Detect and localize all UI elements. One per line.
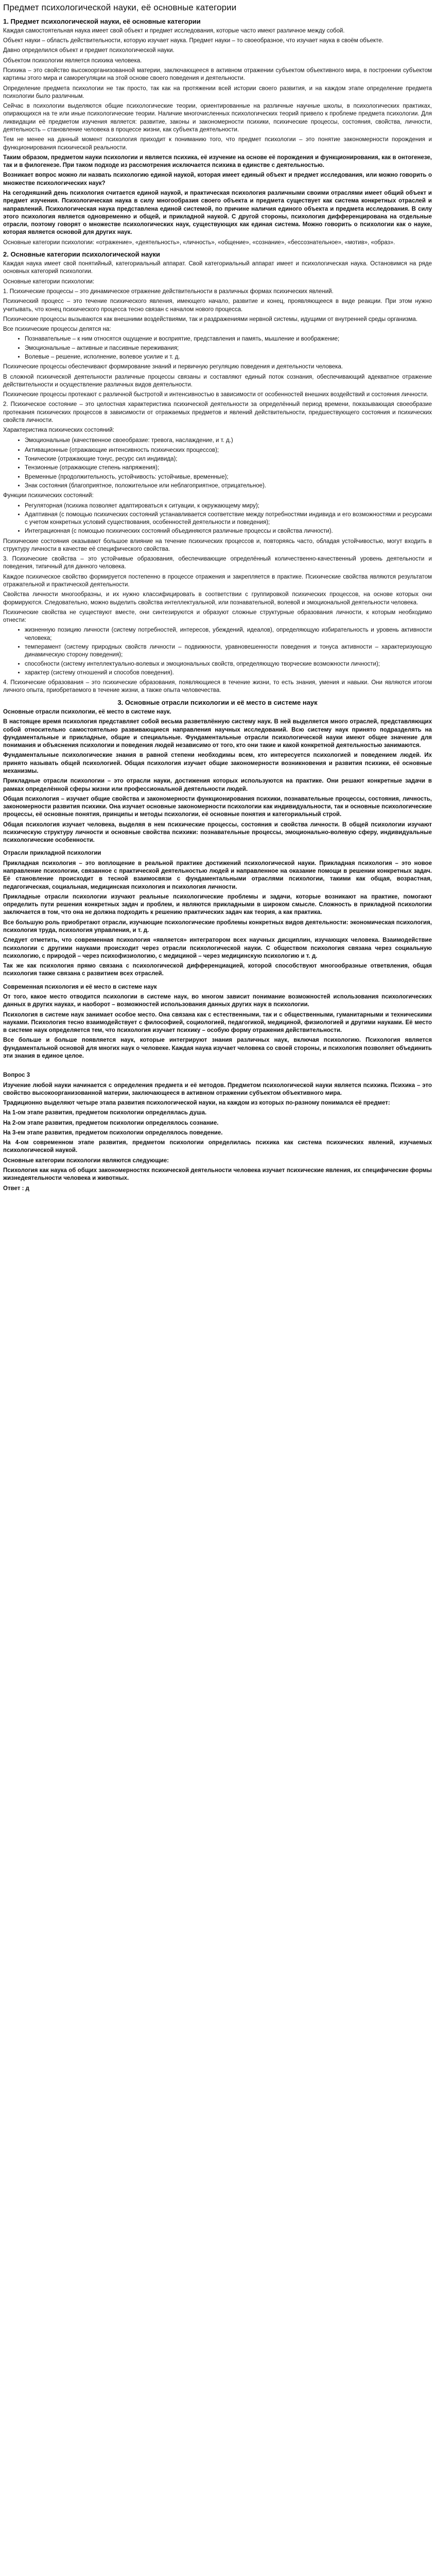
paragraph: 1. Психические процессы – это динамическое отражение действительности в различных формах психических явлений. bbox=[3, 289, 334, 295]
section-heading: 2. Основные категории психологической науки bbox=[3, 250, 160, 258]
paragraph: В сложной психической деятельности различные процессы связаны и составляют единый поток сознания, обеспечивающий адекватное отражение действительности и осуществление различных видов деятельности. bbox=[3, 374, 432, 388]
paragraph: 4. Психические образования – это психические образования, появляющиеся в течение жизни, то есть знания, умения и навыки. Они являются итогом личного опыта, приобретаемого в течение жизни, а также опыта человечества. bbox=[3, 680, 432, 694]
paragraph: Функции психических состояний: bbox=[3, 493, 94, 499]
paragraph: Основные отрасли психологии, её место в системе наук. bbox=[3, 708, 171, 715]
paragraph: Психический процесс – это течение психического явления, имеющего начало, развитие и конец, проявляющееся в виде реакции. При этом нужно учитывать, что конец психического процесса тесно связан с началом нового процесса. bbox=[3, 298, 432, 313]
list-item: • Активационные (отражающие интенсивность психических процессов); bbox=[25, 447, 432, 454]
paragraph: На 1-ом этапе развития, предметом психологии определялась душа. bbox=[3, 1110, 207, 1116]
document-page bbox=[0, 0, 436, 1193]
paragraph: Давно определился объект и предмет психологической науки. bbox=[3, 47, 175, 54]
list-item: • Адаптивная (с помощью психических состояний устанавливается соответствие между потребностями индивида и его возможностями и ресурсами с учетом конкретных условий существования, особенностей деятельности и поведения); bbox=[25, 511, 432, 527]
document-body bbox=[3, 17, 432, 1193]
paragraph: Прикладные отрасли психологии изучают реальные психологические проблемы и задачи, которые возникают на практике, помогают определить пути решения конкретных задач и проблем, и являются прикладными в широком смысле. Сложность в прикладной психологии заключается в том, что она не должна подходить к решению практических задач как теория, а как практика. bbox=[3, 893, 432, 916]
paragraph: Традиционно выделяют четыре этапа развития психологической науки, на каждом из которых по-разному понимался её предмет: bbox=[3, 1100, 390, 1107]
paragraph: 3. Психические свойства – это устойчивые образования, обеспечивающие определённый количественно-качественный уровень деятельности и поведения, типичный для данного человека. bbox=[3, 556, 432, 570]
paragraph: Все психические процессы делятся на: bbox=[3, 326, 111, 333]
paragraph: Таким образом, предметом науки психологии и является психика, её изучение на основе её порождения и функционирования, как в онтогенезе, так и в филогенезе. При таком подходе из рассмотрения исключается психика в единстве с деятельностью. bbox=[3, 154, 432, 169]
section-heading: 1. Предмет психологической науки, её основные категории bbox=[3, 17, 201, 25]
list-item: • жизненную позицию личности (систему потребностей, интересов, убеждений, идеалов), определяющую избирательность и уровень активности человека; bbox=[25, 626, 432, 642]
paragraph: Определение предмета психологии не так просто, так как на протяжении всей истории своего развития, и на каждом этапе определение предмета психологии было различным. bbox=[3, 85, 432, 99]
list-item: • темперамент (систему природных свойств личности – подвижности, уравновешенности поведения и тонуса активности – характеризующую динамическую сторону поведения); bbox=[25, 643, 432, 659]
paragraph: Прикладные отрасли психологии – это отрасли науки, достижения которых используются на практике. Они решают конкретные задачи в рамках определённой сферы жизни или профессиональной деятельности людей. bbox=[3, 778, 432, 792]
bullet-list bbox=[3, 502, 432, 536]
paragraph: 2. Психическое состояние – это целостная характеристика психической деятельности за определённый период времени, показывающая своеобразие протекания психических процессов в зависимости от отражаемых предметов и явлений действительности, предшествующего состояния и психических свойств личности. bbox=[3, 401, 432, 423]
list-item: • Эмоциональные (качественное своеобразие: тревога, наслаждение, и т. д.) bbox=[25, 437, 432, 445]
paragraph: Общая психология изучает человека, выделяя в нем психические процессы, состояния и свойства личности. В общей психологии изучают психическую структуру личности и основные свойства психики: познавательные процессы, эмоционально-волевую сферу, индивидуальные психологические особенности. bbox=[3, 821, 432, 844]
bullet-list bbox=[3, 626, 432, 677]
paragraph: Ответ : д bbox=[3, 1185, 29, 1192]
paragraph: Сейчас в психологии выделяются общие психологические теории, ориентированные на различные научные школы, в психологических практиках, опирающихся на те или иные психологические теории. Наличие многочисленных психологических теорий привело к проблеме предмета психологии. Для ликвидации её предметом изучения является: развитие, законы и закономерности психики, психические процессы, состояния, свойства, личности, деятельность – становление человека в процессе жизни, как субъекта деятельности. bbox=[3, 103, 432, 133]
paragraph: На 3-ем этапе развития, предметом психологии определялось поведение. bbox=[3, 1129, 223, 1136]
paragraph: Вопрос 3 bbox=[3, 1072, 30, 1079]
list-item: • Регуляторная (психика позволяет адаптироваться к ситуации, к окружающему миру); bbox=[25, 502, 432, 510]
paragraph: От того, какое место отводится психологии в системе наук, во многом зависит понимание возможностей использования психологических данных в других науках, и наоборот – возможностей использования данных других наук в психологии. bbox=[3, 993, 432, 1008]
bullet-list bbox=[3, 335, 432, 361]
paragraph: Фундаментальные психологические знания в равной степени необходимы всем, кто интересуется психологией и поведением людей. Их принято называть общей психологией. Общая психология изучает общие закономерности возникновения и развития психики, её основные механизмы. bbox=[3, 752, 432, 774]
paragraph: Объект науки – область действительности, которую изучает наука. Предмет науки – то своеобразное, что изучает наука в своём объекте. bbox=[3, 38, 383, 44]
paragraph: Основные категории психологии являются следующие: bbox=[3, 1157, 169, 1164]
paragraph: Психические процессы протекают с различной быстротой и интенсивностью в зависимости от особенностей внешних воздействий и состояния личности. bbox=[3, 392, 429, 398]
paragraph: Все большую роль приобретают отрасли, изучающие психологические проблемы конкретных видов деятельности: экономическая психология, психология труда, психология управления, и т. д. bbox=[3, 919, 432, 934]
paragraph: Изучение любой науки начинается с определения предмета и её методов. Предметом психологической науки является психика. Психика – это свойство высокоорганизованной материи, заключающееся в активном отражении субъектом объективного мира. bbox=[3, 1082, 432, 1096]
paragraph: На сегодняшний день психология считается единой наукой, и практическая психология различными своими отраслями имеет общий объект и предмет изучения. Психологическая наука в силу многообразия своего объекта и предмета существует как система конкретных отраслей и направлений. Психологическая наука представлена единой системой, по причине наличия единого объекта и предмета исследования. В силу этого психология является одновременно и общей, и прикладной наукой. С другой стороны, психология дифференцирована на отдельные отрасли, поэтому говорят о множестве психологических наук, существующих как единая система. Можно говорить о психологии как о науке, которая является основой для других наук. bbox=[3, 190, 432, 236]
paragraph: На 4-ом современном этапе развития, предметом психологии определилась психика как система психических явлений, изучаемых психологической наукой. bbox=[3, 1140, 432, 1154]
list-item: • Познавательные – к ним относятся ощущение и восприятие, представления и память, мышление и воображение; bbox=[25, 335, 432, 343]
paragraph: Психические процессы вызываются как внешними воздействиями, так и раздражениями нервной системы, идущими от внутренней среды организма. bbox=[3, 316, 418, 323]
paragraph: Основные категории психологии: «отражение», «деятельность», «личность», «общение», «сознание», «бессознательное», «мотив», «образ». bbox=[3, 239, 395, 246]
paragraph: Каждая самостоятельная наука имеет свой объект и предмет исследования, которые часто имеют различное между собой. bbox=[3, 27, 345, 34]
paragraph: Основные категории психологии: bbox=[3, 278, 95, 285]
list-item: • Волевые – решение, исполнение, волевое усилие и т. д. bbox=[25, 353, 432, 361]
list-item: • Эмоциональные – активные и пассивные переживания; bbox=[25, 345, 432, 352]
list-item: • Интеграционная (с помощью психических состояний объединяются различные процессы и свойства личности). bbox=[25, 528, 432, 535]
paragraph: В настоящее время психология представляет собой весьма разветвлённую систему наук. В ней выделяется много отраслей, представляющих собой относительно самостоятельно развивающиеся направления научных исследований. Всю систему наук принято подразделять на фундаментальные и прикладные, общие и специальные. Фундаментальные отрасли психологической науки имеют общее значение для понимания и объяснения психологии и поведения людей независимо от того, кто они такие и какой конкретной деятельностью занимаются. bbox=[3, 719, 432, 749]
paragraph: Объектом психологии является психика человека. bbox=[3, 57, 142, 64]
paragraph: Возникает вопрос можно ли назвать психологию единой наукой, которая имеет единый объект и предмет исследования, или можно говорить о множестве психологических наук? bbox=[3, 172, 432, 187]
list-item: • Временные (продолжительность, устойчивость: устойчивые, временные); bbox=[25, 473, 432, 481]
paragraph: Каждое психическое свойство формируется постепенно в процессе отражения и закрепляется в практике. Психические свойства являются результатом отражательной и практической деятельности. bbox=[3, 573, 432, 588]
list-item: • характер (систему отношений и способов поведения). bbox=[25, 669, 432, 677]
paragraph: Следует отметить, что современная психология «является» интегратором всех научных дисциплин, изучающих человека. Взаимодействие психологии с другими науками происходит через отрасли психологической науки. С обществом психология связана через социальную психологию, с природой – через психофизиологию, с медициной – через медицинскую психологию и т. д. bbox=[3, 937, 432, 959]
paragraph: Психические состояния оказывают большое влияние на течение психических процессов и, повторяясь часто, обладая устойчивостью, могут входить в структуру личности в качестве её специфического свойства. bbox=[3, 538, 432, 552]
paragraph: Характеристика психических состояний: bbox=[3, 427, 114, 434]
paragraph: На 2-ом этапе развития, предметом психологии определялось сознание. bbox=[3, 1120, 219, 1126]
list-item: • Тензионные (отражающие степень напряжения); bbox=[25, 464, 432, 472]
paragraph: Тем не менее на данный момент психология приходит к пониманию того, что предмет психологии – это понятие закономерности порождения и функционирования психической реальности. bbox=[3, 137, 432, 151]
paragraph: Современная психология и её место в системе наук bbox=[3, 984, 157, 990]
paragraph: Психика – это свойство высокоорганизованной материи, заключающееся в активном отражении субъектом объективного мира, в построении субъектом картины этого мира и саморегуляции на этой основе своего поведения и деятельности. bbox=[3, 67, 432, 82]
paragraph: Все больше и больше появляется наук, которые интегрируют знания различных наук, включая психологию. Психология является фундаментальной основой для многих наук о человеке. Каждая наука изучает человека со своей стороны, и психология позволяет объединить эти знания в единое целое. bbox=[3, 1037, 432, 1059]
paragraph: Так же как психология прямо связана с психологической дифференциацией, которой способствуют многообразные ответвления, общая психология также связана с развитием всех отраслей. bbox=[3, 963, 432, 977]
page-title: Предмет психологической науки, её основные категории bbox=[3, 3, 237, 12]
paragraph: Свойства личности многообразны, и их нужно классифицировать в соответствии с группировкой психических процессов, на основе которых они формируются. Следовательно, можно выделить свойства интеллектуальной, или познавательной, волевой и эмоциональной деятельности человека. bbox=[3, 591, 432, 606]
bullet-list bbox=[3, 437, 432, 445]
list-item: • способности (систему интеллектуально-волевых и эмоциональных свойств, определяющую творческие возможности личности); bbox=[25, 660, 432, 668]
paragraph: Каждая наука имеет свой понятийный, категориальный аппарат. Свой категориальный аппарат имеет и психологическая наука. Остановимся на ряде основных категорий психологии. bbox=[3, 261, 432, 275]
paragraph: Психология как наука об общих закономерностях психической деятельности человека изучает психические явления, их специфические формы жизнедеятельности человека и животных. bbox=[3, 1167, 432, 1182]
list-item: • Знак состояния (благоприятное, положительное или неблагоприятное, отрицательное). bbox=[25, 482, 432, 490]
paragraph: Психология в системе наук занимает особое место. Она связана как с естественными, так и с общественными, гуманитарными и техническими науками. Психология тесно взаимодействует с философией, социологией, педагогикой, медициной, физиологией и другими науками. Её место в системе наук определяется тем, что психология изучает психику – особую форму отражения действительности. bbox=[3, 1011, 432, 1034]
bullet-list bbox=[3, 447, 432, 490]
paragraph: Общая психология – изучает общие свойства и закономерности функционирования психики, познавательные процессы, состояния, личность, закономерности развития психики. Она изучает основные закономерности психологии как индивидуальности, так и основные психологические процессы, её основные понятия, принципы и методы психологии, её основные понятия и категориальный строй. bbox=[3, 795, 432, 818]
paragraph: Прикладная психология – это воплощение в реальной практике достижений психологической науки. Прикладная психология – это новое направление психологии, связанное с практической деятельностью людей и направленное на оказание помощи в решении конкретных задач. Её становление происходит в тесной взаимосвязи с фундаментальными отраслями психологии, такими как общая, возрастная, педагогическая, социальная, медицинская психология и психология личности. bbox=[3, 860, 432, 890]
paragraph: Отрасли прикладной психологии bbox=[3, 850, 101, 857]
paragraph: Психические свойства не существуют вместе, они синтезируются и образуют сложные структурные образования личности, к которым необходимо отнести: bbox=[3, 609, 432, 624]
paragraph: Психические процессы обеспечивают формирование знаний и первичную регуляцию поведения и деятельности человека. bbox=[3, 364, 343, 370]
section-heading: 3. Основные отрасли психологии и её место в системе наук bbox=[117, 698, 318, 706]
spacer bbox=[3, 1062, 432, 1072]
list-item: • Тонические (отражающие тонус, ресурс сил индивида); bbox=[25, 455, 432, 463]
